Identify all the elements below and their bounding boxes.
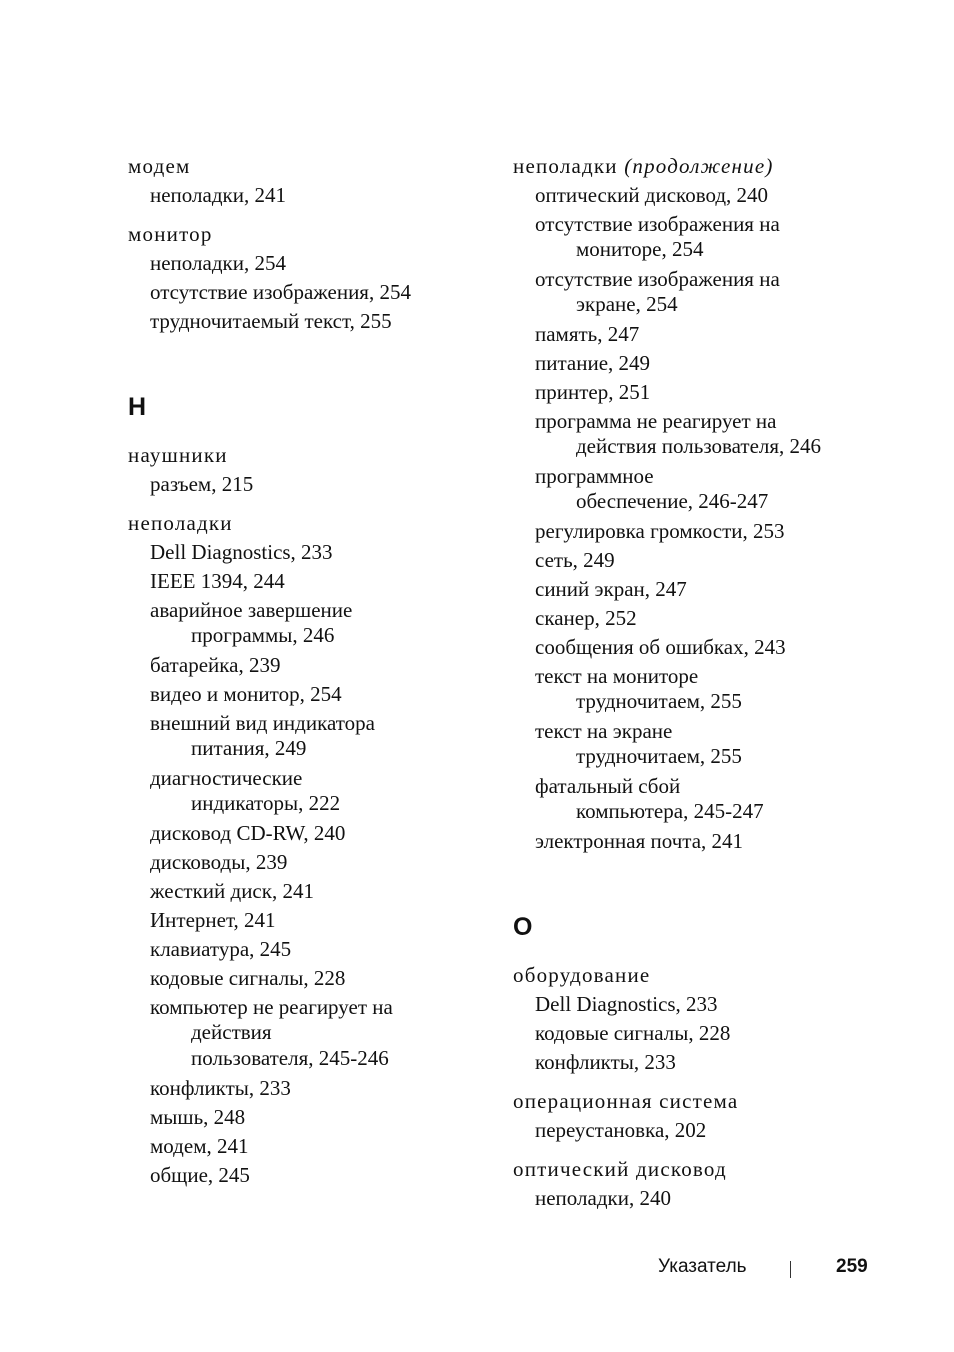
index-subentry: программное: [535, 464, 654, 488]
index-subentry-continuation: обеспечение, 246-247: [576, 489, 769, 513]
index-term: [513, 152, 893, 181]
index-entry-headphones: [128, 441, 488, 499]
index-letter-heading: Н: [128, 393, 147, 421]
index-term: модем: [128, 154, 191, 178]
index-subentry-continuation: программы, 246: [191, 623, 335, 647]
index-subentry: текст на экране: [535, 719, 673, 743]
index-entry-problems: [128, 509, 488, 1190]
index-term-continued-note: (продолжение): [624, 154, 774, 178]
index-entry-problems-continued: [513, 152, 893, 856]
index-subentry-continuation: действия пользователя, 246: [576, 434, 822, 458]
index-subentry: батарейка, 239: [150, 653, 281, 677]
index-term-text: неполадки: [513, 154, 618, 178]
index-term: оборудование: [513, 963, 651, 987]
index-subentry: клавиатура, 245: [150, 937, 292, 961]
page-footer: [0, 1256, 954, 1282]
index-entry-os: [513, 1087, 893, 1145]
footer-section-label: Указатель: [658, 1256, 747, 1277]
index-subentry: IEEE 1394, 244: [150, 569, 285, 593]
index-column-right: [513, 152, 893, 1213]
index-subentry: неполадки, 241: [150, 183, 286, 207]
index-subentry: неполадки, 254: [150, 251, 286, 275]
index-subentry: регулировка громкости, 253: [535, 519, 785, 543]
index-subentry: переустановка, 202: [535, 1118, 707, 1142]
index-subentry: отсутствие изображения на: [535, 267, 780, 291]
index-column-left: [128, 152, 488, 1190]
index-subentry: отсутствие изображения на: [535, 212, 780, 236]
index-subentry: электронная почта, 241: [535, 829, 744, 853]
index-subentry: Интернет, 241: [150, 908, 276, 932]
index-letter-heading: О: [513, 913, 533, 941]
index-subentry-continuation: мониторе, 254: [576, 237, 704, 261]
index-entry-modem: [128, 152, 488, 210]
index-subentry: модем, 241: [150, 1134, 249, 1158]
index-subentry: видео и монитор, 254: [150, 682, 342, 706]
index-term: операционная система: [513, 1089, 739, 1113]
index-subentry: общие, 245: [150, 1163, 250, 1187]
footer-divider: [790, 1261, 791, 1278]
page-number: 259: [836, 1256, 868, 1277]
index-subentry: кодовые сигналы, 228: [150, 966, 346, 990]
index-subentry: кодовые сигналы, 228: [535, 1021, 731, 1045]
index-subentry-continuation: действия: [191, 1020, 272, 1044]
index-subentry: разъем, 215: [150, 472, 254, 496]
index-subentry: дисководы, 239: [150, 850, 288, 874]
index-subentry: текст на мониторе: [535, 664, 699, 688]
index-entry-optical: [513, 1155, 893, 1213]
index-term: монитор: [128, 222, 213, 246]
index-subentry-continuation: индикаторы, 222: [191, 791, 341, 815]
index-subentry: трудночитаемый текст, 255: [150, 309, 392, 333]
index-subentry-continuation: компьютера, 245-247: [576, 799, 764, 823]
index-subentry: память, 247: [535, 322, 640, 346]
index-subentry: программа не реагирует на: [535, 409, 777, 433]
index-entry-monitor: [128, 220, 488, 336]
index-subentry: аварийное завершение: [150, 598, 353, 622]
index-entry-hardware: [513, 961, 893, 1077]
index-subentry: неполадки, 240: [535, 1186, 671, 1210]
index-subentry: синий экран, 247: [535, 577, 687, 601]
index-subentry: конфликты, 233: [150, 1076, 291, 1100]
index-subentry: жесткий диск, 241: [150, 879, 314, 903]
index-term: наушники: [128, 443, 228, 467]
index-subentry: Dell Diagnostics, 233: [535, 992, 718, 1016]
index-subentry: оптический дисковод, 240: [535, 183, 769, 207]
index-term: оптический дисковод: [513, 1157, 727, 1181]
index-subentry: внешний вид индикатора: [150, 711, 375, 735]
index-subentry: сеть, 249: [535, 548, 615, 572]
index-subentry: диагностические: [150, 766, 303, 790]
index-subentry: питание, 249: [535, 351, 651, 375]
index-subentry: фатальный сбой: [535, 774, 681, 798]
index-subentry-continuation: пользователя, 245-246: [191, 1046, 389, 1070]
index-subentry: конфликты, 233: [535, 1050, 676, 1074]
index-subentry-continuation: питания, 249: [191, 736, 307, 760]
index-subentry: сообщения об ошибках, 243: [535, 635, 786, 659]
index-term: неполадки: [128, 511, 233, 535]
index-subentry: отсутствие изображения, 254: [150, 280, 411, 304]
index-subentry: Dell Diagnostics, 233: [150, 540, 333, 564]
index-subentry: сканер, 252: [535, 606, 637, 630]
index-subentry-continuation: экране, 254: [576, 292, 678, 316]
index-subentry-continuation: трудночитаем, 255: [576, 744, 742, 768]
index-subentry-continuation: трудночитаем, 255: [576, 689, 742, 713]
index-subentry: принтер, 251: [535, 380, 651, 404]
index-subentry: мышь, 248: [150, 1105, 246, 1129]
index-subentry: компьютер не реагирует на: [150, 995, 393, 1019]
index-subentry: дисковод CD-RW, 240: [150, 821, 346, 845]
